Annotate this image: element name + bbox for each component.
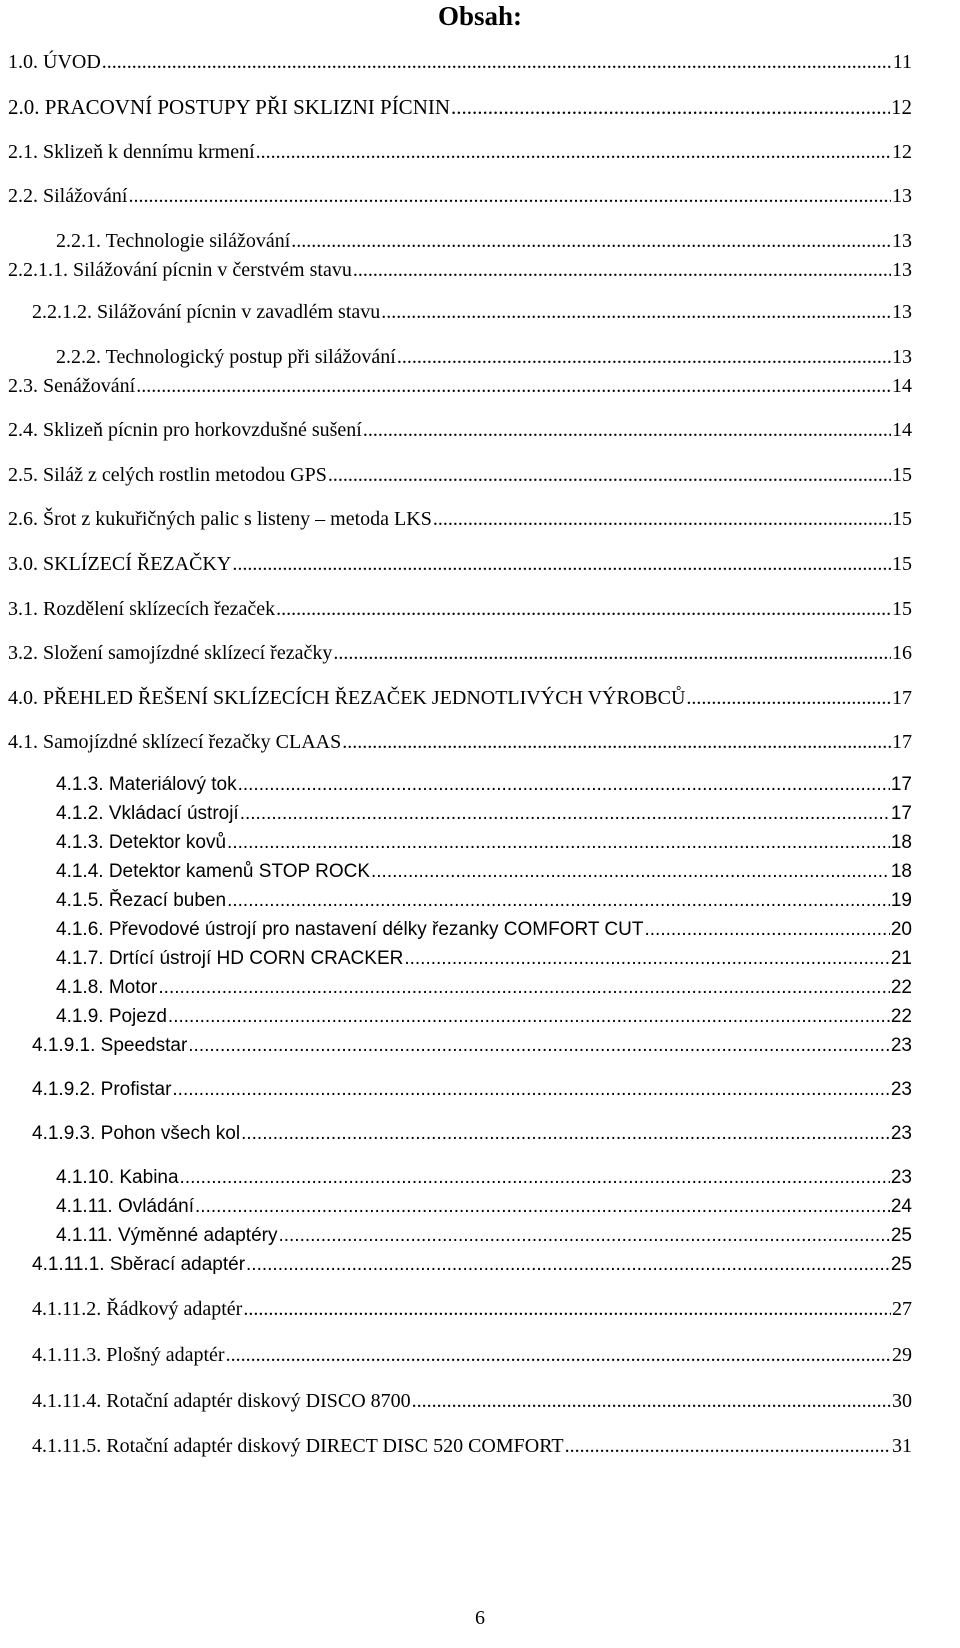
toc-entry-label: 4.1.3. Detektor kovů [56, 832, 227, 853]
toc-entry-label: 4.1.11.4. Rotační adaptér diskový DISCO 8700 [32, 1390, 411, 1412]
toc-entry-label: 4.0. PŘEHLED ŘEŠENÍ SKLÍZECÍCH ŘEZAČEK JEDNOTLIVÝCH VÝROBCŮ [8, 687, 686, 709]
toc-entry-page: 16 [892, 642, 912, 664]
toc-entry-label: 4.1.9.2. Profistar [32, 1079, 172, 1100]
toc-entry-page: 22 [890, 1006, 912, 1027]
leader-dots [102, 50, 892, 74]
toc-entry[interactable] [56, 229, 912, 253]
toc-entry-label: 3.2. Složení samojízdné sklízecí řezačky [8, 642, 333, 664]
toc-entry-page: 18 [890, 832, 912, 853]
toc-entry[interactable] [8, 258, 912, 282]
toc-entry[interactable] [56, 889, 912, 913]
toc-entry[interactable] [32, 1122, 912, 1146]
toc-entry[interactable] [32, 1434, 912, 1458]
toc-entry[interactable] [56, 773, 912, 797]
toc-entry-label: 4.1.11.1. Sběrací adaptér [32, 1254, 246, 1275]
toc-entry[interactable] [56, 345, 912, 369]
leader-dots [243, 1297, 891, 1321]
toc-entry-label: 4.1.6. Převodové ústrojí pro nastavení délky řezanky COMFORT CUT [56, 919, 644, 940]
toc-entry-label: 2.5. Siláž z celých rostlin metodou GPS [8, 464, 327, 486]
toc-entry-label: 2.1. Sklizeň k dennímu krmení [8, 141, 255, 163]
toc-entry-page: 30 [892, 1390, 912, 1412]
toc-entry[interactable] [8, 140, 912, 164]
toc-entry-page: 13 [892, 259, 912, 281]
toc-entry-page: 13 [892, 185, 912, 207]
leader-dots [168, 1005, 890, 1029]
toc-entry[interactable] [8, 641, 912, 665]
toc-entry[interactable] [8, 552, 912, 576]
toc-entry-page: 15 [892, 553, 912, 575]
toc-entry[interactable] [56, 1224, 912, 1248]
toc-entry[interactable] [8, 597, 912, 621]
leader-dots [246, 1253, 890, 1277]
toc-entry-page: 23 [890, 1035, 912, 1056]
toc-entry-label: 4.1.9.3. Pohon všech kol [32, 1123, 241, 1144]
toc-entry[interactable] [32, 1253, 912, 1277]
toc-entry-page: 27 [892, 1298, 912, 1320]
toc-entry[interactable] [32, 300, 912, 324]
leader-dots [686, 686, 891, 710]
toc-entry-label: 4.1.8. Motor [56, 977, 158, 998]
toc-entry-label: 4.1.7. Drtící ústrojí HD CORN CRACKER [56, 948, 404, 969]
toc-entry[interactable] [56, 802, 912, 826]
toc-entry[interactable] [8, 730, 912, 754]
toc-entry-label: 4.1.2. Vkládací ústrojí [56, 803, 239, 824]
toc-entry-label: 4.1.5. Řezací buben [56, 890, 227, 911]
toc-entry-label: 4.1.4. Detektor kamenů STOP ROCK [56, 861, 370, 882]
toc-entry[interactable] [56, 1166, 912, 1190]
toc-entry-page: 23 [890, 1123, 912, 1144]
leader-dots [232, 552, 891, 576]
toc-entry-label: 4.1.9. Pojezd [56, 1006, 167, 1027]
leader-dots [128, 184, 891, 208]
leader-dots [195, 1195, 890, 1219]
toc-entry-page: 14 [892, 375, 912, 397]
toc-entry[interactable] [56, 918, 912, 942]
toc-entry-page: 17 [890, 774, 912, 795]
toc-entry-page: 13 [892, 346, 912, 368]
toc-entry-label: 2.2.1. Technologie silážování [56, 230, 291, 252]
toc-entry-page: 31 [892, 1435, 912, 1457]
toc-entry-page: 17 [892, 687, 912, 709]
toc-entry-page: 11 [892, 51, 912, 73]
toc-entry-page: 23 [890, 1167, 912, 1188]
toc-entry-label: 4.1.11. Ovládání [56, 1196, 195, 1217]
leader-dots [180, 1166, 890, 1190]
leader-dots [227, 831, 890, 855]
leader-dots [158, 976, 889, 1000]
toc-entry[interactable] [8, 184, 912, 208]
toc-entry[interactable] [8, 418, 912, 442]
toc-entry-page: 19 [890, 890, 912, 911]
toc-entry-label: 4.1. Samojízdné sklízecí řezačky CLAAS [8, 731, 342, 753]
toc-entry-label: 2.0. PRACOVNÍ POSTUPY PŘI SKLIZNI PÍCNIN [8, 95, 451, 119]
toc-entry[interactable] [8, 95, 912, 119]
leader-dots [172, 1078, 889, 1102]
leader-dots [240, 802, 890, 826]
toc-entry[interactable] [56, 831, 912, 855]
leader-dots [404, 947, 890, 971]
page-number: 6 [475, 1607, 485, 1629]
toc-entry-page: 29 [892, 1344, 912, 1366]
toc-entry-label: 4.1.9.1. Speedstar [32, 1035, 188, 1056]
toc-entry[interactable] [32, 1389, 912, 1413]
toc-entry-page: 13 [892, 301, 912, 323]
toc-entry[interactable] [32, 1297, 912, 1321]
toc-entry[interactable] [56, 947, 912, 971]
leader-dots [565, 1434, 891, 1458]
toc-entry[interactable] [56, 1195, 912, 1219]
leader-dots [291, 229, 891, 253]
leader-dots [256, 140, 891, 164]
leader-dots [278, 1224, 889, 1248]
toc-entry-label: 4.1.11. Výměnné adaptéry [56, 1225, 278, 1246]
leader-dots [238, 773, 890, 797]
leader-dots [433, 507, 891, 531]
toc-entry-page: 25 [890, 1225, 912, 1246]
toc-entry-page: 15 [892, 508, 912, 530]
toc-entry-label: 4.1.3. Materiálový tok [56, 774, 237, 795]
toc-entry-page: 17 [892, 731, 912, 753]
leader-dots [241, 1122, 890, 1146]
toc-entry-label: 4.1.11.2. Řádkový adaptér [32, 1298, 243, 1320]
toc-entry-label: 1.0. ÚVOD [8, 51, 101, 73]
toc-entry[interactable] [8, 50, 912, 74]
leader-dots [227, 889, 890, 913]
toc-entry[interactable] [8, 374, 912, 398]
toc-entry-page: 13 [892, 230, 912, 252]
toc-entry-page: 12 [891, 95, 912, 119]
toc-entry-page: 24 [890, 1196, 912, 1217]
leader-dots [226, 1343, 891, 1367]
toc-entry-page: 14 [892, 419, 912, 441]
toc-entry[interactable] [8, 686, 912, 710]
toc-entry[interactable] [32, 1078, 912, 1102]
toc-entry[interactable] [32, 1034, 912, 1058]
toc-entry-page: 23 [890, 1079, 912, 1100]
toc-entry[interactable] [8, 463, 912, 487]
toc-entry-page: 12 [892, 141, 912, 163]
leader-dots [328, 463, 891, 487]
toc-entry-page: 25 [890, 1254, 912, 1275]
toc-entry-label: 4.1.11.5. Rotační adaptér diskový DIRECT DISC 520 COMFORT [32, 1435, 564, 1457]
leader-dots [333, 641, 891, 665]
toc-entry-page: 20 [890, 919, 912, 940]
toc-entry-label: 2.4. Sklizeň pícnin pro horkovzdušné sušení [8, 419, 362, 441]
toc-entry-page: 18 [890, 861, 912, 882]
toc-entry-page: 22 [890, 977, 912, 998]
toc-entry[interactable] [56, 860, 912, 884]
toc-entry[interactable] [56, 1005, 912, 1029]
toc-entry-label: 4.1.11.3. Plošný adaptér [32, 1344, 225, 1366]
leader-dots [644, 918, 889, 942]
toc-entry-label: 3.0. SKLÍZECÍ ŘEZAČKY [8, 553, 232, 575]
leader-dots [136, 374, 891, 398]
leader-dots [381, 300, 891, 324]
leader-dots [342, 730, 891, 754]
leader-dots [397, 345, 891, 369]
toc-entry-label: 2.2.1.1. Silážování pícnin v čerstvém stavu [8, 259, 352, 281]
toc-entry-label: 2.2.1.2. Silážování pícnin v zavadlém stavu [32, 301, 381, 323]
toc-entry-page: 15 [892, 464, 912, 486]
leader-dots [276, 597, 891, 621]
leader-dots [451, 95, 890, 119]
toc-entry[interactable] [8, 507, 912, 531]
toc-entry[interactable] [56, 976, 912, 1000]
toc-entry[interactable] [32, 1343, 912, 1367]
leader-dots [353, 258, 891, 282]
leader-dots [412, 1389, 891, 1413]
toc-entry-label: 2.2.2. Technologický postup při silážování [56, 346, 396, 368]
toc-entry-label: 2.3. Senážování [8, 375, 136, 397]
page-title: Obsah: [437, 1, 523, 31]
toc-entry-page: 21 [890, 948, 912, 969]
toc-entry-page: 15 [892, 598, 912, 620]
toc-entry-label: 2.2. Silážování [8, 185, 128, 207]
toc-entry-label: 3.1. Rozdělení sklízecích řezaček [8, 598, 276, 620]
leader-dots [188, 1034, 890, 1058]
leader-dots [371, 860, 890, 884]
toc-entry-label: 4.1.10. Kabina [56, 1167, 179, 1188]
leader-dots [363, 418, 891, 442]
toc-entry-page: 17 [890, 803, 912, 824]
toc-entry-label: 2.6. Šrot z kukuřičných palic s listeny – metoda LKS [8, 508, 432, 530]
